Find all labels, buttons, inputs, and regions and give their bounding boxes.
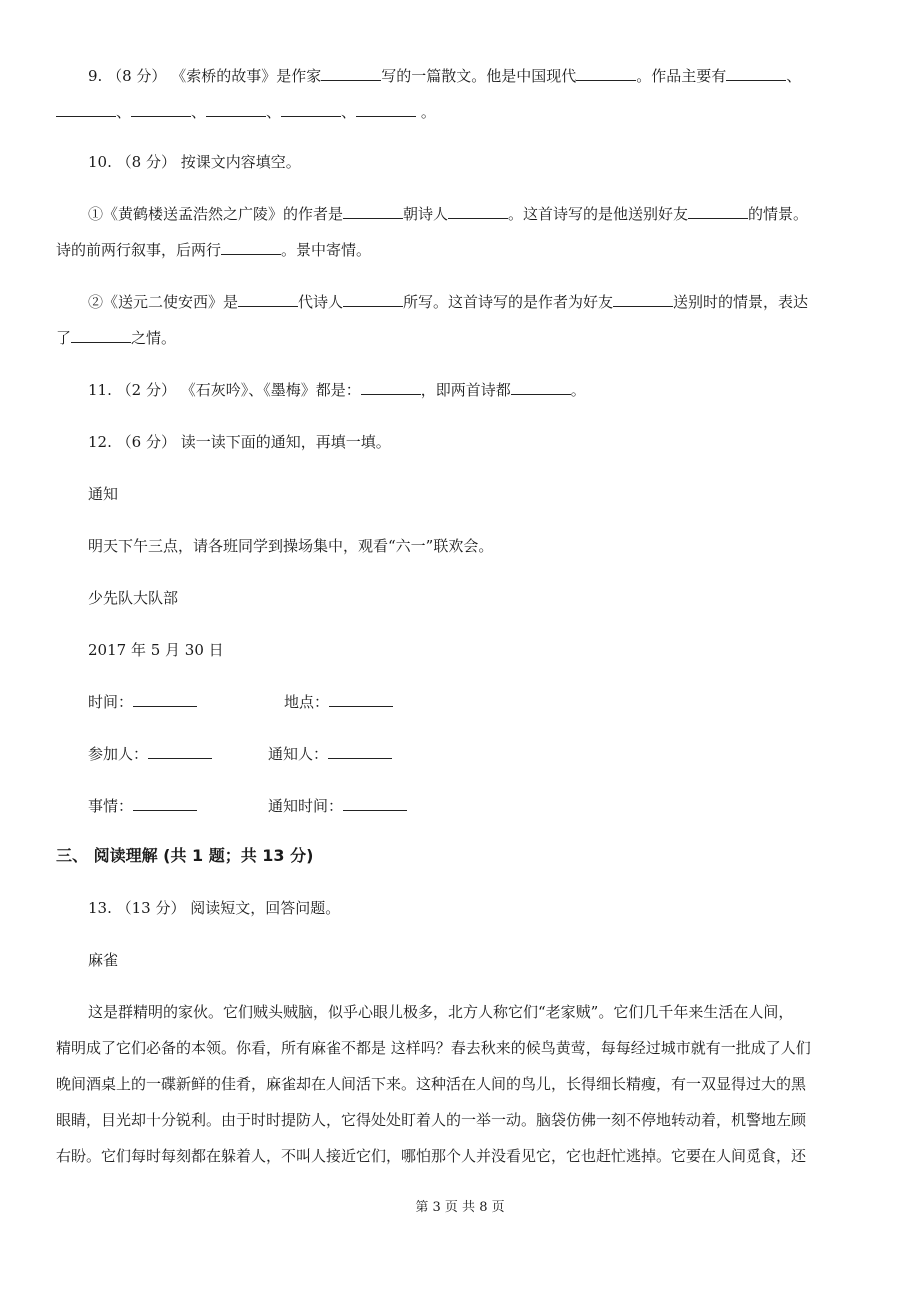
notice-body: 明天下午三点，请各班同学到操场集中，观看“六一”联欢会。 bbox=[88, 537, 494, 555]
q9-blank-work-3[interactable] bbox=[131, 102, 191, 117]
q9-number: 9. bbox=[88, 67, 103, 85]
blank-matter[interactable] bbox=[133, 796, 197, 811]
field-notifier: 通知人： bbox=[268, 744, 392, 764]
blank-notify-time[interactable] bbox=[343, 796, 407, 811]
q10-blank-poet-1[interactable] bbox=[448, 204, 508, 219]
q9-blank-work-5[interactable] bbox=[281, 102, 341, 117]
q12-prompt: 读一读下面的通知，再填一填。 bbox=[180, 433, 391, 451]
field-matter: 事情： bbox=[88, 796, 197, 816]
q9-blank-work-2[interactable] bbox=[56, 102, 116, 117]
q11-blank-method[interactable] bbox=[511, 380, 571, 395]
blank-time[interactable] bbox=[133, 692, 197, 707]
q12-number: 12. bbox=[88, 433, 112, 451]
q9-line-1: 9. （8 分） 《索桥的故事》是作家 写的一篇散文。他是中国现代 。作品主要有 、 bbox=[88, 67, 802, 85]
q13-prompt: 阅读短文，回答问题。 bbox=[190, 899, 341, 917]
passage-line: 晚间酒桌上的一碟新鲜的佳肴，麻雀却在人间活下来。这种活在人间的鸟儿，长得细长精瘦，有一双显得过大的黑 bbox=[56, 1075, 807, 1093]
notice-date: 2017 年 5 月 30 日 bbox=[88, 641, 224, 659]
q10-blank-friend-1[interactable] bbox=[688, 204, 748, 219]
field-notify-time: 通知时间： bbox=[268, 796, 407, 816]
q10-number: 10. bbox=[88, 153, 112, 171]
blank-place[interactable] bbox=[329, 692, 393, 707]
q13-score: （13 分） bbox=[116, 899, 186, 917]
q10-header bbox=[88, 152, 301, 172]
blank-participants[interactable] bbox=[148, 744, 212, 759]
notice-title: 通知 bbox=[88, 485, 119, 503]
q10-p2-line-2: 了 之情。 bbox=[56, 329, 177, 347]
q12-header bbox=[88, 432, 391, 452]
q13-header bbox=[88, 898, 340, 918]
section-3-heading: 三、 阅读理解 (共 1 题；共 13 分) bbox=[56, 846, 314, 865]
q10-score: （8 分） bbox=[116, 153, 176, 171]
field-place: 地点： bbox=[284, 692, 393, 712]
passage-line: 右盼。它们每时每刻都在躲着人，不叫人接近它们，哪怕那个人并没看见它，它也赶忙逃掉。它要在人间觅食，还 bbox=[56, 1147, 807, 1165]
q9-blank-work-6[interactable] bbox=[356, 102, 416, 117]
q10-blank-poet-2[interactable] bbox=[343, 292, 403, 307]
q10-p1-line-2: 诗的前两行叙事，后两行 。景中寄情。 bbox=[56, 241, 372, 259]
page-number: 第 3 页 共 8 页 bbox=[415, 1200, 505, 1215]
q10-blank-feeling[interactable] bbox=[71, 328, 131, 343]
q9-blank-work-1[interactable] bbox=[726, 66, 786, 81]
q13-number: 13. bbox=[88, 899, 112, 917]
notice-signer: 少先队大队部 bbox=[88, 589, 179, 607]
passage-line: 眼睛，目光却十分锐利。由于时时提防人，它得处处盯着人的一举一动。脑袋仿佛一刻不停地转动着，机警地左顾 bbox=[56, 1111, 807, 1129]
q10-prompt: 按课文内容填空。 bbox=[180, 153, 301, 171]
blank-notifier[interactable] bbox=[328, 744, 392, 759]
q9-blank-author[interactable] bbox=[321, 66, 381, 81]
q9-line-2: 、 、 、 、 。 bbox=[56, 102, 436, 122]
q11-score: （2 分） bbox=[116, 381, 176, 399]
q10-blank-scene[interactable] bbox=[221, 240, 281, 255]
q10-p2-line-1: ②《送元二使安西》是 代诗人 所写。这首诗写的是作者为好友 送别时的情景，表达 bbox=[88, 293, 809, 311]
q10-blank-friend-2[interactable] bbox=[613, 292, 673, 307]
q9-blank-work-4[interactable] bbox=[206, 102, 266, 117]
q10-p1-line-1: ①《黄鹤楼送孟浩然之广陵》的作者是 朝诗人 。这首诗写的是他送别好友 的情景。 bbox=[88, 205, 809, 223]
q12-score: （6 分） bbox=[116, 433, 176, 451]
q11-number: 11. bbox=[88, 381, 112, 399]
q11-line: 11. （2 分） 《石灰吟》、《墨梅》都是： ，即两首诗都 。 bbox=[88, 381, 586, 399]
passage-title: 麻雀 bbox=[88, 951, 119, 969]
q9-blank-identity[interactable] bbox=[576, 66, 636, 81]
q9-score: （8 分） bbox=[107, 67, 167, 85]
q10-blank-dynasty-1[interactable] bbox=[343, 204, 403, 219]
q10-blank-dynasty-2[interactable] bbox=[238, 292, 298, 307]
q11-blank-type[interactable] bbox=[361, 380, 421, 395]
field-participants: 参加人： bbox=[88, 744, 212, 764]
passage-line: 精明成了它们必备的本领。你看，所有麻雀不都是 这样吗？春去秋来的候鸟黄莺，每每经过城市就有一批成了人们 bbox=[56, 1039, 811, 1057]
field-time: 时间： bbox=[88, 692, 197, 712]
passage-line: 这是群精明的家伙。它们贼头贼脑，似乎心眼儿极多，北方人称它们“老家贼”。它们几千年来生活在人间， bbox=[88, 1003, 794, 1021]
